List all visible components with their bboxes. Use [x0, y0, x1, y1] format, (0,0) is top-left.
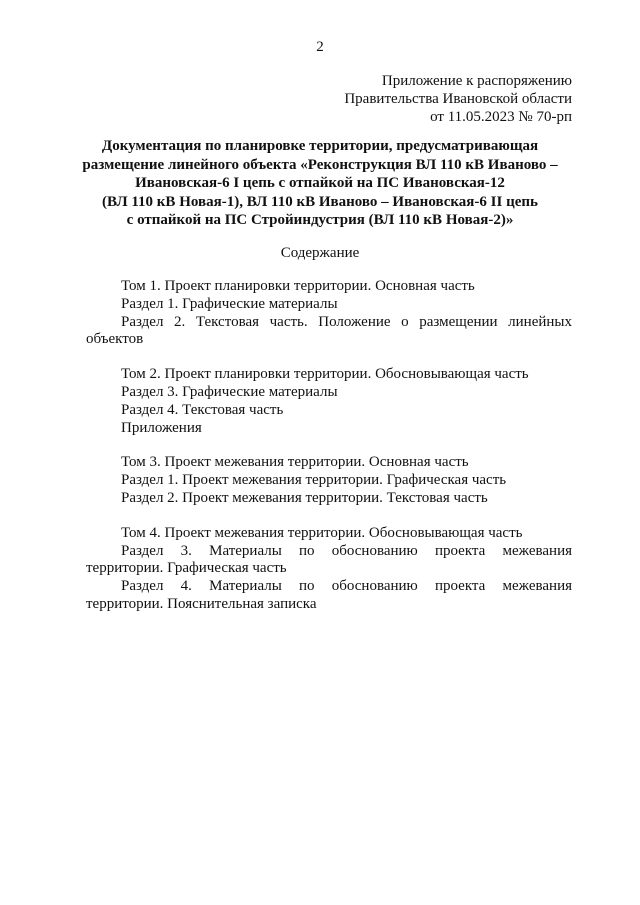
section-item: Раздел 2. Проект межевания территории. Текстовая часть [121, 489, 488, 506]
title-line: размещение линейного объекта «Реконструкция ВЛ 110 кВ Иваново – [82, 156, 558, 173]
volume-3 [86, 454, 572, 507]
title-line: (ВЛ 110 кВ Новая-1), ВЛ 110 кВ Иваново – Ивановская-6 II цепь [102, 193, 538, 210]
section-item: Раздел 2. Текстовая часть. Положение о размещении линейных объектов [86, 313, 572, 348]
section-item: Приложения [121, 419, 202, 436]
appendix-reference [344, 72, 572, 126]
section-item: Раздел 4. Материалы по обоснованию проекта межевания территории. Пояснительная записка [86, 578, 572, 612]
title-line: с отпайкой на ПС Стройиндустрия (ВЛ 110 кВ Новая-2)» [126, 212, 514, 228]
section-item: Раздел 3. Материалы по обоснованию проекта межевания территории. Графическая часть [86, 542, 572, 577]
title-line: Документация по планировке территории, предусматривающая [101, 138, 539, 154]
volume-4 [86, 525, 572, 614]
volume-title: Том 3. Проект межевания территории. Основная часть [121, 454, 469, 471]
table-of-contents [86, 278, 572, 631]
document-title [0, 137, 640, 230]
appendix-line: от 11.05.2023 № 70-рп [430, 109, 572, 125]
section-item: Раздел 4. Текстовая часть [121, 401, 284, 418]
section-item: Раздел 1. Графические материалы [121, 295, 338, 312]
volume-title: Том 2. Проект планировки территории. Обосновывающая часть [121, 366, 529, 383]
contents-heading: Содержание [280, 245, 360, 261]
section-item: Раздел 3. Графические материалы [121, 383, 338, 400]
volume-2 [86, 366, 572, 437]
volume-1 [86, 278, 572, 349]
volume-title: Том 4. Проект межевания территории. Обосновывающая часть [121, 524, 523, 541]
section-item: Раздел 1. Проект межевания территории. Графическая часть [121, 472, 507, 489]
appendix-line: Приложение к распоряжению [381, 73, 572, 89]
page-number: 2 [316, 39, 324, 55]
appendix-line: Правительства Ивановской области [344, 91, 572, 107]
title-line: Ивановская-6 I цепь с отпайкой на ПС Ивановская-12 [135, 175, 505, 191]
volume-title: Том 1. Проект планировки территории. Основная часть [121, 278, 475, 294]
